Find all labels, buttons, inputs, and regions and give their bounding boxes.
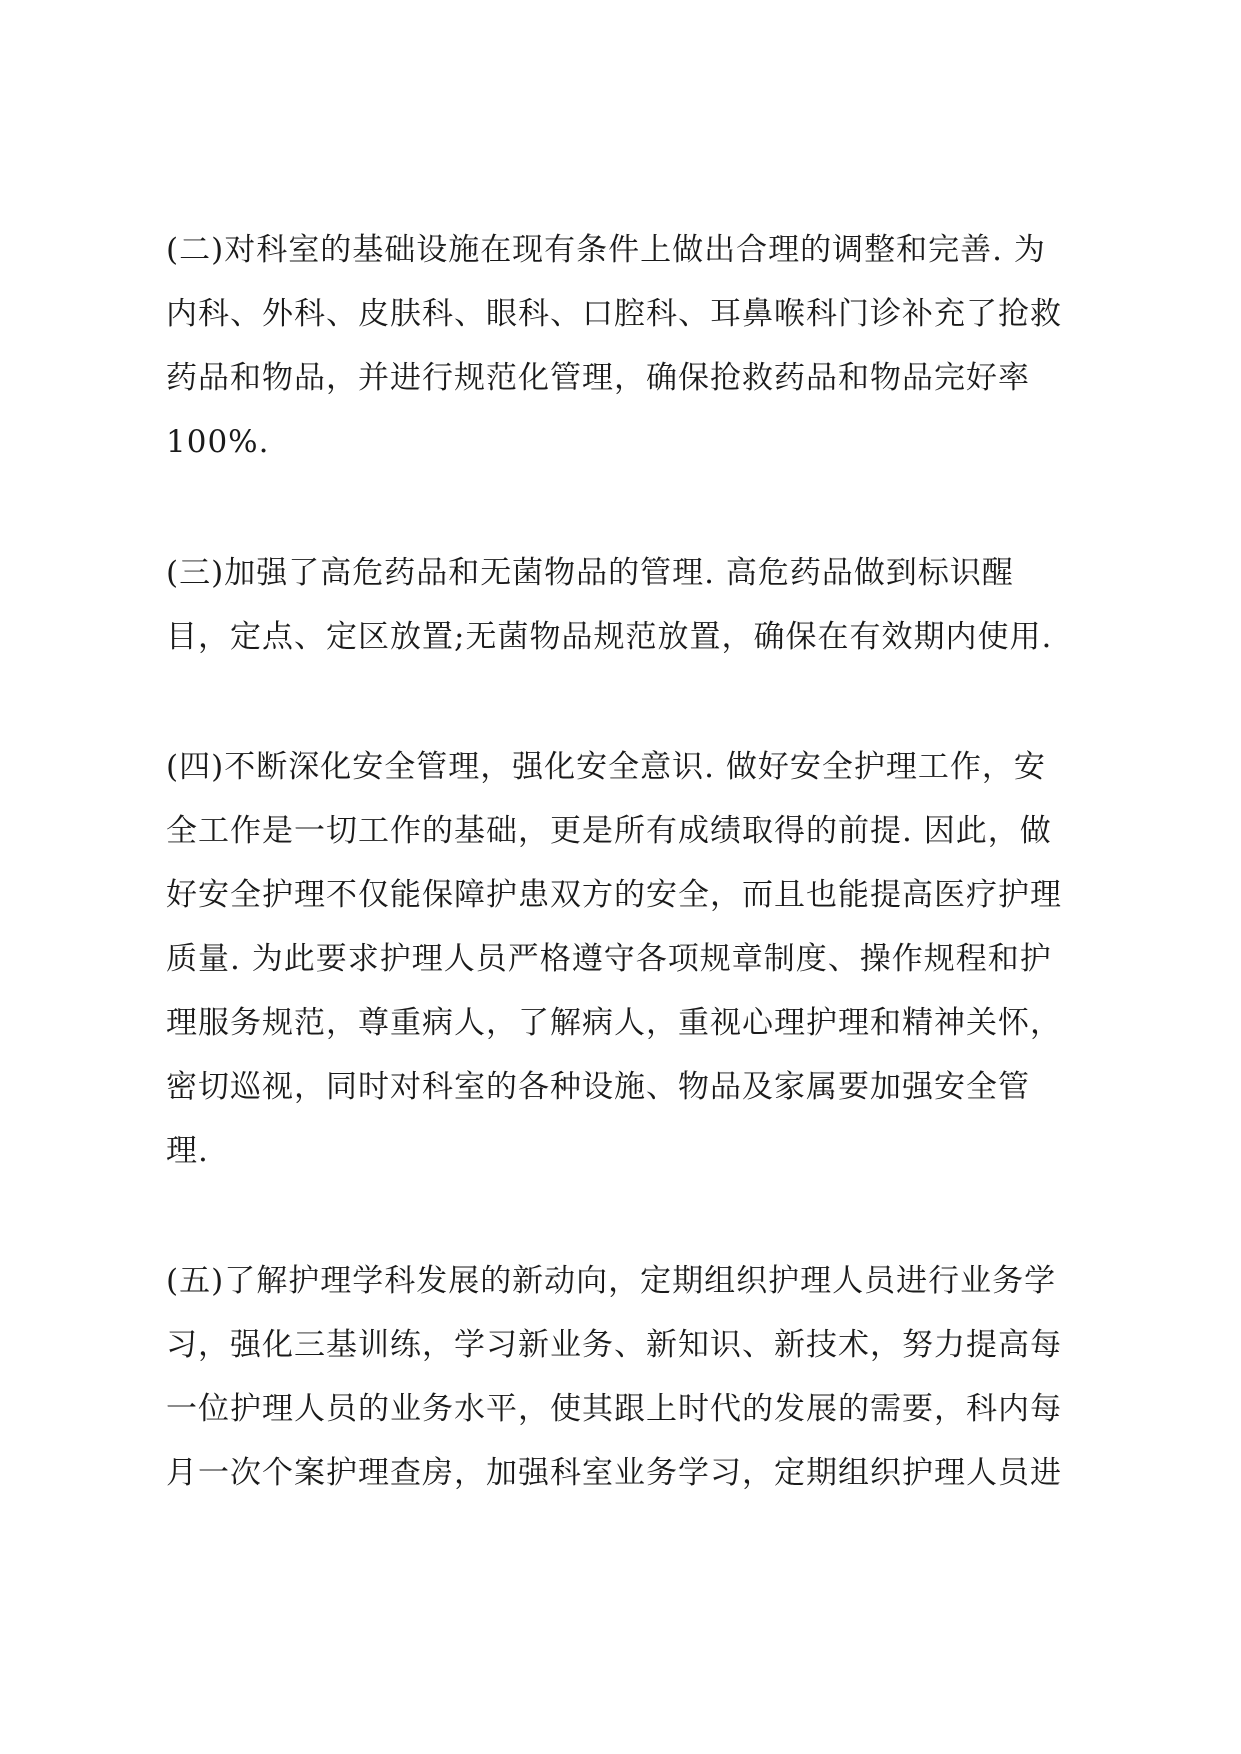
text-line: (五)了解护理学科发展的新动向，定期组织护理人员进行业务学 [166, 1263, 1057, 1299]
text-line: (二)对科室的基础设施在现有条件上做出合理的调整和完善. 为 [166, 232, 1046, 268]
text-line: (四)不断深化安全管理，强化安全意识. 做好安全护理工作，安 [166, 749, 1046, 785]
paragraph-section-2 [166, 218, 1096, 474]
paragraph-section-4 [166, 735, 1096, 1183]
text-line: 药品和物品，并进行规范化管理，确保抢救药品和物品完好率 [166, 360, 1030, 396]
text-line: 一位护理人员的业务水平，使其跟上时代的发展的需要，科内每 [166, 1391, 1062, 1427]
text-line: 100%. [166, 424, 270, 460]
text-line: 理服务规范，尊重病人，了解病人，重视心理护理和精神关怀， [166, 1005, 1062, 1041]
text-line: 好安全护理不仅能保障护患双方的安全，而且也能提高医疗护理 [166, 877, 1062, 913]
text-line: 全工作是一切工作的基础，更是所有成绩取得的前提. 因此，做 [166, 813, 1052, 849]
text-line: 目，定点、定区放置;无菌物品规范放置，确保在有效期内使用. [166, 619, 1053, 655]
paragraph-section-5 [166, 1249, 1096, 1505]
text-line: 内科、外科、皮肤科、眼科、口腔科、耳鼻喉科门诊补充了抢救 [166, 296, 1062, 332]
text-line: 月一次个案护理查房，加强科室业务学习，定期组织护理人员进 [166, 1455, 1062, 1491]
text-line: (三)加强了高危药品和无菌物品的管理. 高危药品做到标识醒 [166, 555, 1014, 591]
paragraph-section-3 [166, 541, 1096, 669]
text-line: 理. [166, 1133, 209, 1169]
text-line: 质量. 为此要求护理人员严格遵守各项规章制度、操作规程和护 [166, 941, 1052, 977]
text-line: 密切巡视，同时对科室的各种设施、物品及家属要加强安全管 [166, 1069, 1030, 1105]
text-line: 习，强化三基训练，学习新业务、新知识、新技术，努力提高每 [166, 1327, 1062, 1363]
